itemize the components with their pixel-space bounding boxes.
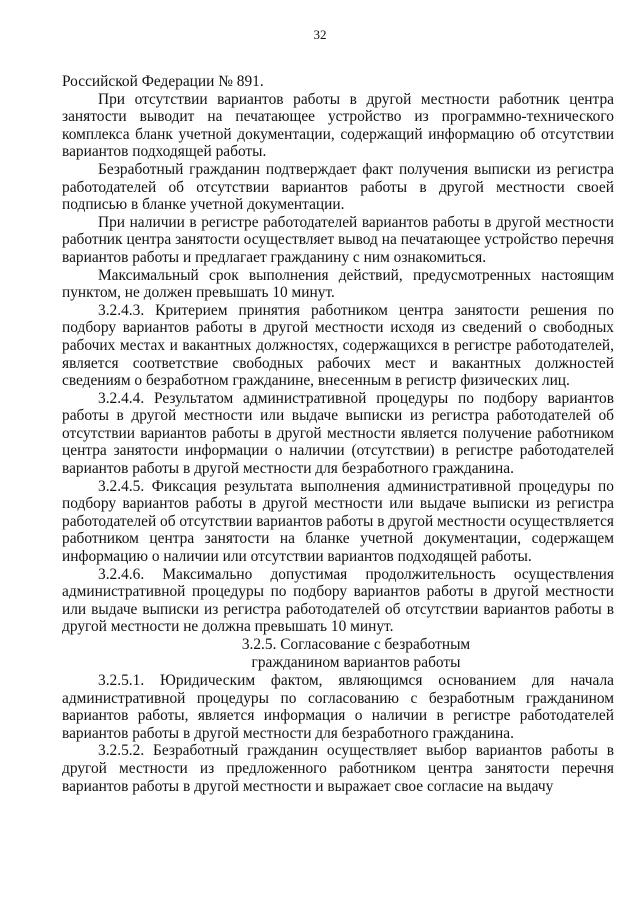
- paragraph-3-2-4-5: 3.2.4.5. Фиксация результата выполнения административной процедуры по подбору вариантов работы в другой местности или выдаче выписки из регистра работодателей об отсутствии вариантов работы в другой местности осуществляется работником центра занятости на бланке учетной документации, содержащем информацию о наличии или отсутствии вариантов подходящей работы.: [62, 477, 615, 566]
- paragraph-3-2-4-4: 3.2.4.4. Результатом административной процедуры по подбору вариантов работы в другой местности или выдаче выписки из регистра работодателей об отсутствии вариантов работы в другой местности является получение работником центра занятости информации о наличии (отсутствии) в регистре работодателей вариантов работы в другой местности для безработного гражданина.: [62, 389, 614, 478]
- section-heading-3-2-5: [62, 636, 614, 672]
- section-heading-line-2: гражданином вариантов работы: [251, 654, 461, 671]
- paragraph-max-duration: Максимальный срок выполнения действий, предусмотренных настоящим пунктом, не должен превышать 10 минут.: [62, 266, 614, 302]
- paragraph-3-2-5-1: 3.2.5.1. Юридическим фактом, являющимся основанием для начала административной процедуры по согласованию с безработным гражданином вариантов работы, является информация о наличии в регистре работодателей вариантов работы в другой местности для безработного гражданина.: [62, 672, 614, 742]
- section-heading-line-1: 3.2.5. Согласование с безработным: [241, 636, 471, 653]
- paragraph-3-2-4-3: 3.2.4.3. Критерием принятия работником центра занятости решения по подбору вариантов работы в другой местности исходя из сведений о свободных рабочих местах и вакантных должностях, содержащихся в регистре работодателей, является соответствие свободных рабочих мест и вакантных должностей сведениям о безработном гражданине, внесенным в регистр физических лиц.: [62, 301, 614, 390]
- paragraph-no-vacancies-printout: При отсутствии вариантов работы в другой местности работник центра занятости выводит на печатающее устройство из программно-технического комплекса бланк учетной документации, содержащий информацию об отсутствии вариантов подходящей работы.: [62, 90, 614, 161]
- paragraph-citizen-signature: Безработный гражданин подтверждает факт получения выписки из регистра работодателей об отсутствии вариантов работы в другой местности своей подписью в бланке учетной документации.: [62, 160, 614, 214]
- paragraph-3-2-5-2: 3.2.5.2. Безработный гражданин осуществляет выбор вариантов работы в другой местности из предложенного работником центра занятости перечня вариантов работы в другой местности и выражает свое согласие на выдачу: [62, 742, 614, 795]
- document-body: [62, 73, 614, 795]
- page-number: 32: [313, 27, 327, 42]
- paragraph-vacancies-list: При наличии в регистре работодателей вариантов работы в другой местности работник центра занятости осуществляет вывод на печатающее устройство перечня вариантов работы и предлагает гражданину с ним ознакомиться.: [62, 213, 614, 266]
- paragraph-3-2-4-6: 3.2.4.6. Максимально допустимая продолжительность осуществления административной процедуры по подбору вариантов работы в другой местности или выдаче выписки из регистра работодателей об отсутствии вариантов работы в другой местности не должна превышать 10 минут.: [62, 565, 614, 636]
- paragraph-continuation: Российской Федерации № 891.: [62, 73, 264, 90]
